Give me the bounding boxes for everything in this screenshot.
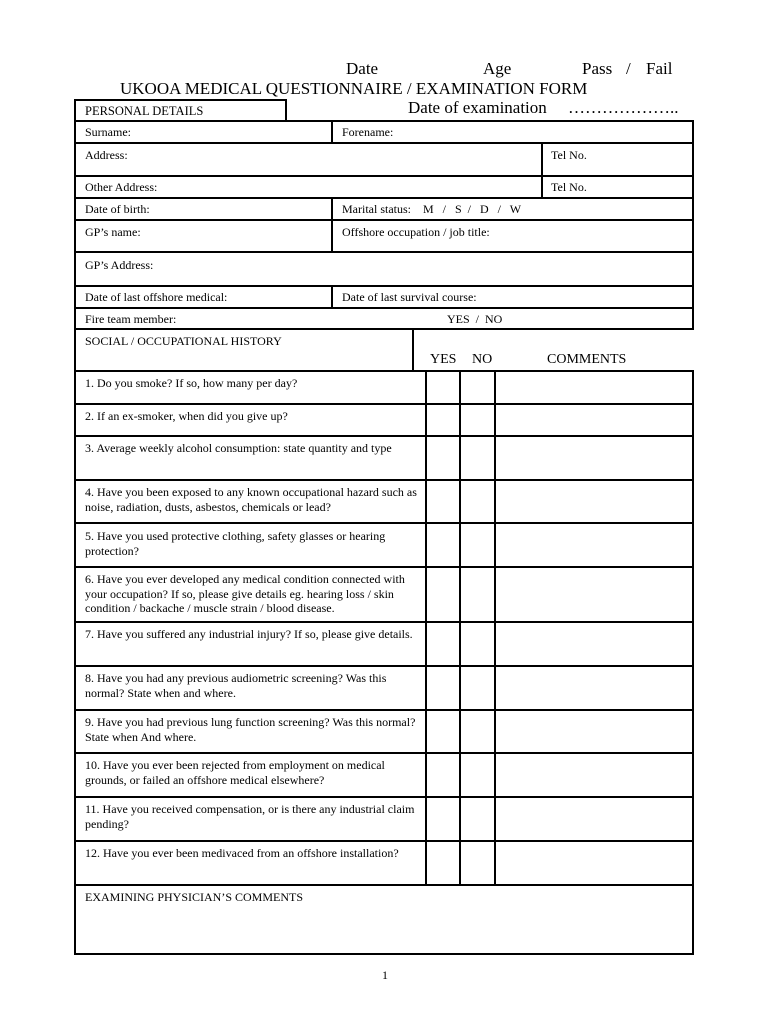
fire-team-yes-no[interactable]: YES / NO — [447, 312, 503, 326]
last-offshore-medical-field[interactable]: Date of last offshore medical: — [85, 290, 228, 304]
page-number: 1 — [382, 968, 388, 982]
marital-status-field[interactable]: Marital status: M / S / D / W — [342, 202, 522, 216]
question-5: 5. Have you used protective clothing, safety glasses or hearing protection? — [85, 529, 386, 558]
other-address-field[interactable]: Other Address: — [85, 180, 158, 194]
question-6: 6. Have you ever developed any medical condition connected with your occupation? If so, please give details eg. hearing loss / skin condition / backache / muscle strain / blood disease. — [85, 572, 405, 615]
pass-label: Pass — [582, 59, 613, 78]
last-survival-course-field[interactable]: Date of last survival course: — [342, 290, 477, 304]
occupation-field[interactable]: Offshore occupation / job title: — [342, 225, 490, 239]
gp-name-field[interactable]: GP’s name: — [85, 225, 141, 239]
date-label: Date — [346, 59, 379, 78]
surname-field[interactable]: Surname: — [85, 125, 131, 139]
fire-team-label: Fire team member: — [85, 312, 177, 326]
tel-no-2-field[interactable]: Tel No. — [551, 180, 587, 194]
gp-address-field[interactable]: GP’s Address: — [85, 258, 154, 272]
question-7: 7. Have you suffered any industrial injury? If so, please give details. — [85, 627, 413, 641]
date-of-exam-label: Date of examination — [408, 98, 547, 117]
date-of-exam-field[interactable]: ……………….. — [568, 98, 679, 117]
form-title: UKOOA MEDICAL QUESTIONNAIRE / EXAMINATION FORM — [120, 79, 588, 98]
comments-column-header: COMMENTS — [547, 352, 627, 367]
question-10: 10. Have you ever been rejected from employment on medical grounds, or failed an offshore medical elsewhere? — [85, 758, 385, 787]
question-12: 12. Have you ever been medivaced from an offshore installation? — [85, 846, 399, 860]
yes-column-header: YES — [430, 352, 457, 367]
question-8: 8. Have you had any previous audiometric screening? Was this normal? State when and where. — [85, 671, 387, 700]
question-11: 11. Have you received compensation, or is there any industrial claim pending? — [85, 802, 415, 831]
forename-field[interactable]: Forename: — [342, 125, 394, 139]
physician-comments-label: EXAMINING PHYSICIAN’S COMMENTS — [85, 890, 304, 904]
pass-fail-slash: / — [626, 59, 631, 78]
question-2: 2. If an ex-smoker, when did you give up? — [85, 409, 288, 423]
question-9: 9. Have you had previous lung function screening? Was this normal? State when And where. — [85, 715, 416, 744]
question-4: 4. Have you been exposed to any known occupational hazard such as noise, radiation, dusts, asbestos, chemicals or lead? — [85, 485, 417, 514]
question-1: 1. Do you smoke? If so, how many per day? — [85, 376, 298, 390]
tel-no-field[interactable]: Tel No. — [551, 148, 587, 162]
social-history-title: SOCIAL / OCCUPATIONAL HISTORY — [85, 334, 282, 348]
no-column-header: NO — [472, 352, 493, 367]
question-3: 3. Average weekly alcohol consumption: state quantity and type — [85, 441, 392, 455]
address-field[interactable]: Address: — [85, 148, 128, 162]
age-label: Age — [483, 59, 512, 78]
date-of-birth-field[interactable]: Date of birth: — [85, 202, 150, 216]
fail-label: Fail — [646, 59, 673, 78]
personal-details-tab: PERSONAL DETAILS — [85, 104, 204, 118]
